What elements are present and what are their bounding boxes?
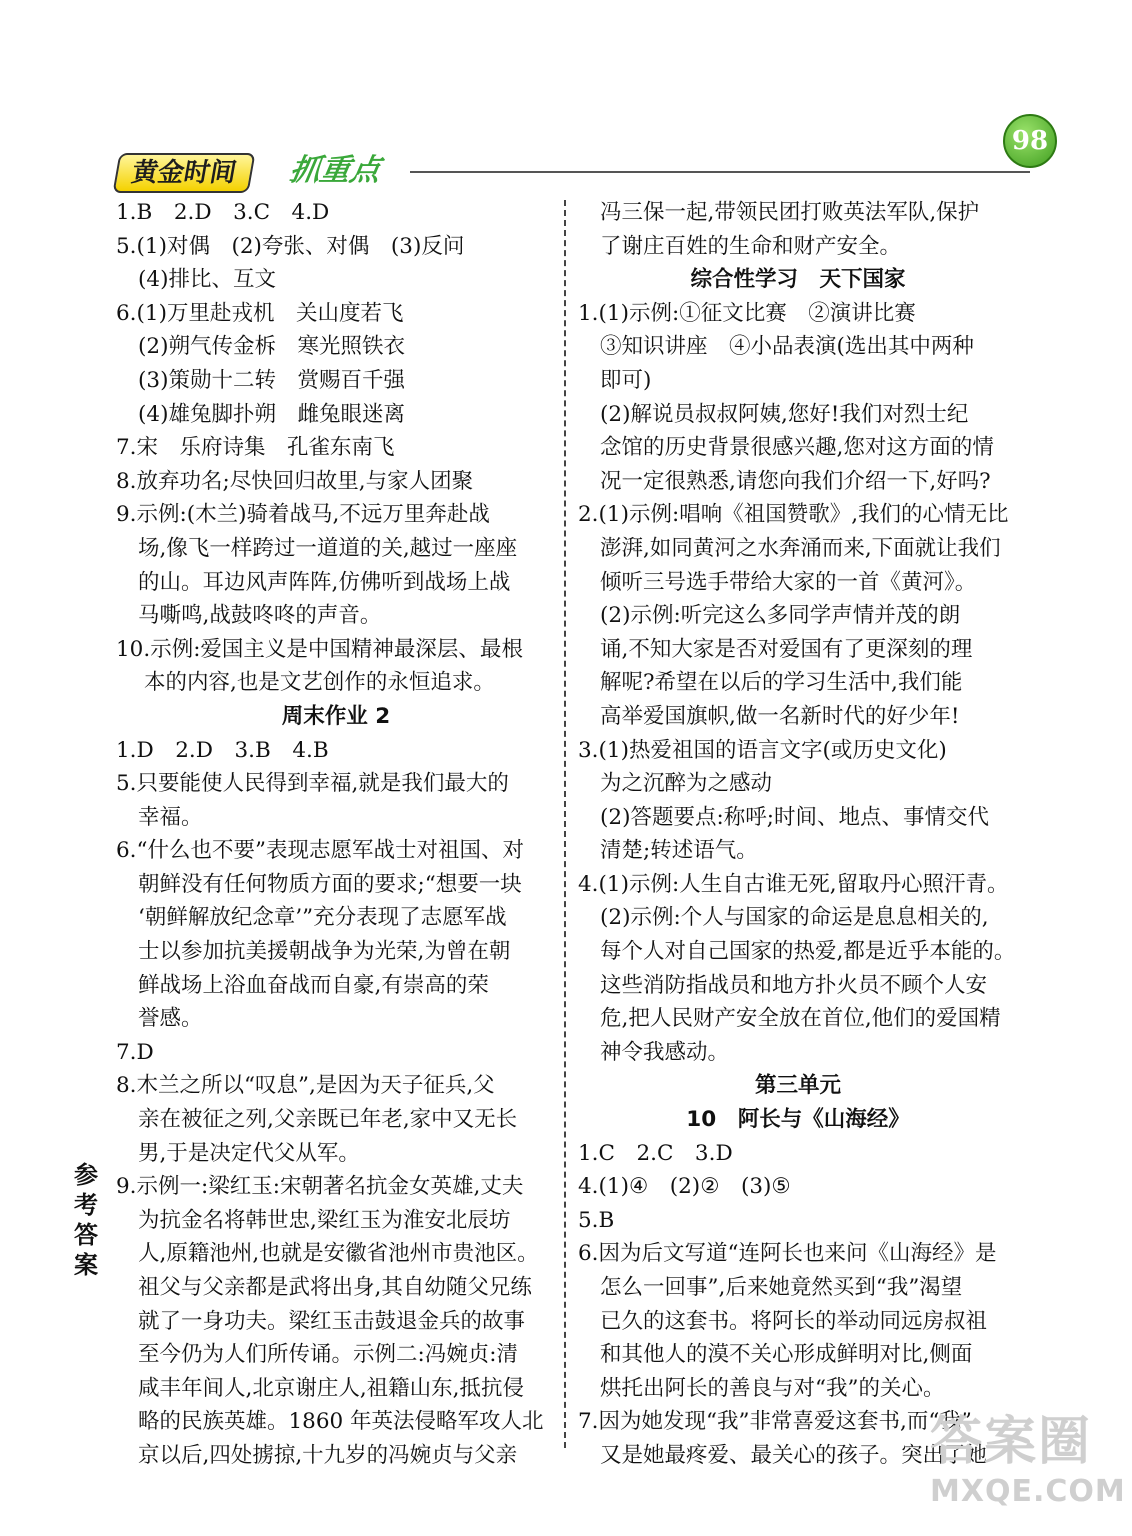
answer-line: 和其他人的漠不关心形成鲜明对比,侧面 — [600, 1342, 973, 1368]
answer-line: 清楚;转述语气。 — [600, 838, 758, 864]
answer-line: 6.因为后文写道“连阿长也来问《山海经》是 — [578, 1241, 997, 1267]
answer-line: 士以参加抗美援朝战争为光荣,为曾在朝 — [138, 939, 511, 965]
page-number-badge: 98 — [1003, 114, 1057, 168]
watermark-top: 答案圈 — [930, 1412, 1093, 1472]
answer-line: 9.示例一:梁红玉:宋朝著名抗金女英雄,丈夫 — [116, 1174, 524, 1200]
answer-line: 男,于是决定代父从军。 — [138, 1140, 360, 1166]
section-heading: 10 阿长与《山海经》 — [686, 1107, 910, 1133]
answer-line: 即可) — [600, 367, 652, 393]
answer-line: 4.(1)示例:人生自古谁无死,留取丹心照汗青。 — [578, 871, 1009, 897]
answer-line: 就了一身功夫。梁红玉击鼓退金兵的故事 — [138, 1308, 526, 1334]
answer-line: 每个人对自己国家的热爱,都是近乎本能的。 — [600, 939, 1016, 965]
answer-line: 怎么一回事”,后来她竟然买到“我”渴望 — [600, 1275, 963, 1300]
right-column — [578, 196, 1018, 1473]
section-heading: 周末作业 2 — [281, 703, 391, 729]
answer-line: 5.只要能使人民得到幸福,就是我们最大的 — [116, 771, 509, 797]
answer-line: 9.示例:(木兰)骑着战马,不远万里奔赴战 — [116, 502, 490, 528]
answer-line: 誉感。 — [138, 1006, 203, 1032]
answer-line: (4)雄兔脚扑朔 雌兔眼迷离 — [138, 401, 405, 427]
answer-line: (2)答题要点:称呼;时间、地点、事情交代 — [600, 804, 989, 830]
answer-line: 1.C 2.C 3.D — [578, 1140, 733, 1166]
answer-line: 已久的这套书。将阿长的举动同远房叔祖 — [600, 1308, 988, 1334]
answer-line: 人,原籍池州,也就是安徽省池州市贵池区。 — [138, 1241, 539, 1267]
answer-line: 的山。耳边风声阵阵,仿佛听到战场上战 — [138, 569, 511, 595]
answer-line: 京以后,四处掳掠,十九岁的冯婉贞与父亲 — [138, 1442, 518, 1468]
answer-line: 5.B — [578, 1207, 615, 1233]
watermark-bottom: MXQE.COM — [930, 1474, 1126, 1509]
answer-line: (4)排比、互文 — [138, 267, 276, 293]
answer-line: 2.(1)示例:唱响《祖国赞歌》,我们的心情无比 — [578, 502, 1009, 528]
answer-line: 况一定很熟悉,请您向我们介绍一下,好吗? — [600, 468, 991, 494]
page-header — [110, 145, 1050, 195]
answer-line: (2)朔气传金柝 寒光照铁衣 — [138, 334, 405, 360]
answer-line: 为之沉醉为之感动 — [600, 771, 773, 797]
answer-line: 至今仍为人们所传诵。示例二:冯婉贞:清 — [138, 1342, 518, 1368]
answer-line: 冯三保一起,带领民团打败英法军队,保护 — [600, 200, 980, 225]
answer-line: 8.放弃功名;尽快回归故里,与家人团聚 — [116, 468, 474, 494]
answer-line: 解呢?希望在以后的学习生活中,我们能 — [600, 670, 963, 696]
answer-line: 又是她最疼爱、最关心的孩子。突出了她 — [600, 1442, 988, 1468]
answer-line: 为抗金名将韩世忠,梁红玉为淮安北辰坊 — [138, 1207, 511, 1233]
answer-line: 8.木兰之所以“叹息”,是因为天子征兵,父 — [116, 1073, 495, 1099]
answer-line: 1.D 2.D 3.B 4.B — [116, 737, 329, 763]
answer-line: 场,像飞一样跨过一道道的关,越过一座座 — [138, 535, 518, 561]
column-divider — [564, 200, 566, 1448]
answer-line: 澎湃,如同黄河之水奔涌而来,下面就让我们 — [600, 535, 1001, 561]
answer-line: 7.因为她发现“我”非常喜爱这套书,而“我” — [578, 1409, 972, 1435]
answer-line: 祖父与父亲都是武将出身,其自幼随父兄练 — [138, 1275, 532, 1300]
answer-line: 念馆的历史背景很感兴趣,您对这方面的情 — [600, 435, 994, 461]
answer-line: 鲜战场上浴血奋战而自豪,有崇高的荣 — [138, 972, 489, 998]
side-label: 参考答案 — [74, 1161, 98, 1279]
answer-line: (2)示例:听完这么多同学声情并茂的朗 — [600, 603, 961, 629]
answer-line: (2)示例:个人与国家的命运是息息相关的, — [600, 905, 989, 931]
left-column — [116, 196, 556, 1473]
brand-subtitle: 抓重点 — [287, 153, 384, 188]
answer-line: 6.“什么也不要”表现志愿军战士对祖国、对 — [116, 838, 524, 864]
answer-line: 本的内容,也是文艺创作的永恒追求。 — [144, 670, 495, 696]
brand-logo: 黄金时间 — [112, 153, 255, 193]
answer-line: (2)解说员叔叔阿姨,您好!我们对烈士纪 — [600, 401, 969, 427]
answer-line: 1.B 2.D 3.C 4.D — [116, 200, 330, 225]
answer-line: 倾听三号选手带给大家的一首《黄河》。 — [600, 569, 977, 595]
answer-line: 朝鲜没有任何物质方面的要求;“想要一块 — [138, 871, 522, 897]
answer-line: ‘朝鲜解放纪念章’”充分表现了志愿军战 — [138, 905, 507, 931]
watermark-logo — [930, 1410, 1126, 1520]
answer-line: 幸福。 — [138, 804, 203, 830]
answer-line: 7.D — [116, 1039, 154, 1065]
answer-line: (3)策勋十二转 赏赐百千强 — [138, 367, 405, 393]
answer-line: 略的民族英雄。1860 年英法侵略军攻人北 — [138, 1409, 544, 1435]
answer-line: 这些消防指战员和地方扑火员不顾个人安 — [600, 972, 988, 998]
answer-line: 危,把人民财产安全放在首位,他们的爱国精 — [600, 1006, 1001, 1032]
section-heading: 第三单元 — [754, 1073, 841, 1099]
answer-line: 3.(1)热爱祖国的语言文字(或历史文化) — [578, 737, 947, 763]
answer-line: 1.(1)示例:①征文比赛 ②演讲比赛 — [578, 300, 916, 326]
answer-line: 烘托出阿长的善良与对“我”的关心。 — [600, 1375, 945, 1401]
header-rule — [410, 171, 1030, 173]
answer-line: 亲在被征之列,父亲既已年老,家中又无长 — [138, 1107, 518, 1133]
answer-line: 了谢庄百姓的生命和财产安全。 — [600, 233, 902, 259]
answer-line: 神令我感动。 — [600, 1039, 730, 1065]
answer-line: 马嘶鸣,战鼓咚咚的声音。 — [138, 603, 382, 629]
answer-line: 高举爱国旗帜,做一名新时代的好少年! — [600, 703, 960, 729]
answer-line: 10.示例:爱国主义是中国精神最深层、最根 — [116, 636, 523, 662]
section-heading: 综合性学习 天下国家 — [690, 267, 906, 293]
answer-line: 6.(1)万里赴戎机 关山度若飞 — [116, 300, 404, 326]
answer-line: ③知识讲座 ④小品表演(选出其中两种 — [600, 334, 974, 360]
answer-line: 咸丰年间人,北京谢庄人,祖籍山东,抵抗侵 — [138, 1375, 525, 1401]
answer-line: 4.(1)④ (2)② (3)⑤ — [578, 1174, 791, 1200]
answer-line: 诵,不知大家是否对爱国有了更深刻的理 — [600, 636, 973, 662]
answer-line: 5.(1)对偶 (2)夸张、对偶 (3)反问 — [116, 233, 465, 259]
answer-line: 7.宋 乐府诗集 孔雀东南飞 — [116, 435, 395, 461]
